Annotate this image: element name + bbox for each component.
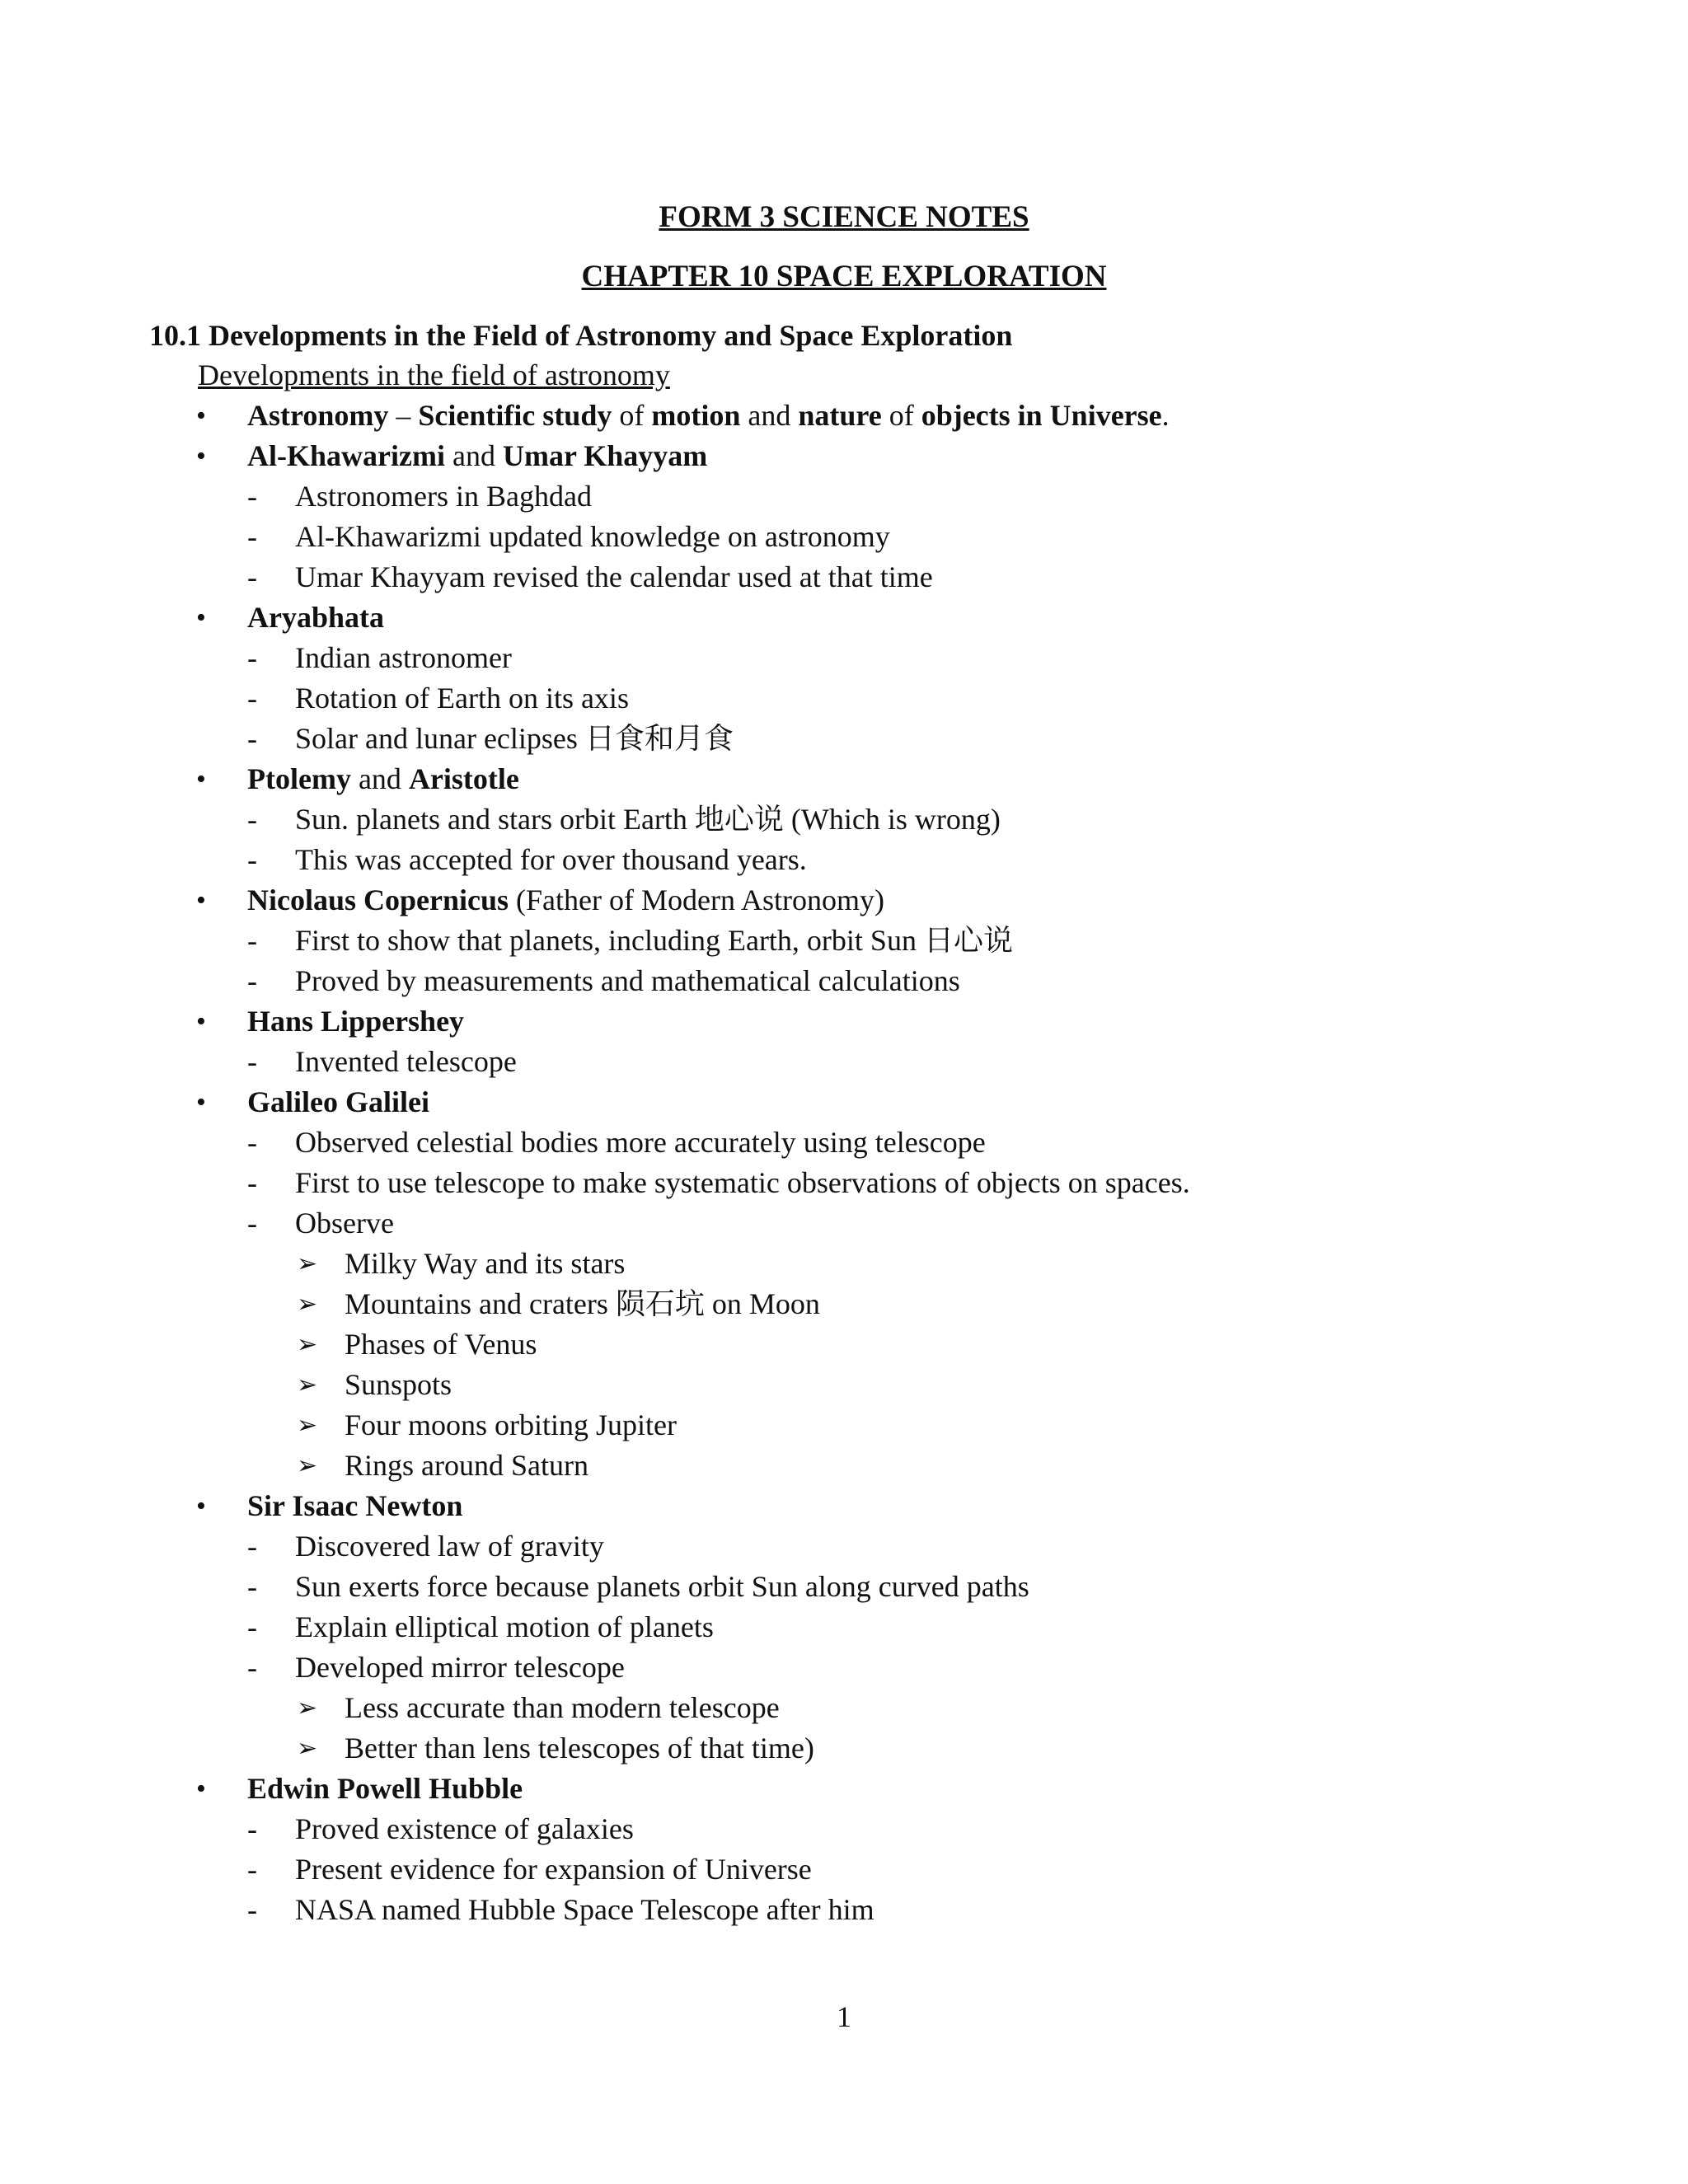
detail-item <box>0 1203 1688 1486</box>
topic-item <box>0 880 1688 1001</box>
detail-line <box>0 1163 1688 1203</box>
detail-list <box>0 1042 1688 1082</box>
topic-item <box>0 396 1688 436</box>
detail-item <box>0 840 1688 880</box>
point-text: Better than lens telescopes of that time) <box>345 1732 814 1765</box>
detail-text: Invented telescope <box>295 1045 517 1078</box>
arrow-marker-icon: ➢ <box>297 1694 318 1722</box>
topic-item <box>0 1001 1688 1082</box>
arrow-marker-icon: ➢ <box>297 1249 318 1278</box>
detail-item <box>0 1122 1688 1163</box>
detail-line <box>0 719 1688 759</box>
topic-heading <box>0 880 1688 921</box>
topic-heading <box>0 436 1688 476</box>
detail-text: Al-Khawarizmi updated knowledge on astronomy <box>295 520 890 553</box>
detail-line <box>0 1203 1688 1244</box>
topic-keyword: Umar Khayyam <box>502 439 708 472</box>
dash-marker: - <box>247 560 257 593</box>
detail-text: Proved by measurements and mathematical calculations <box>295 964 960 997</box>
detail-line <box>0 1607 1688 1647</box>
chapter-title: CHAPTER 10 SPACE EXPLORATION <box>581 260 1107 293</box>
detail-list <box>0 476 1688 598</box>
dash-marker: - <box>247 641 257 674</box>
dash-marker: - <box>247 1610 257 1643</box>
detail-line <box>0 1122 1688 1163</box>
topic-keyword: Al-Khawarizmi <box>247 439 445 472</box>
topic-heading <box>0 396 1688 436</box>
topic-text: of <box>612 399 652 432</box>
detail-list <box>0 799 1688 880</box>
dash-marker: - <box>247 480 257 513</box>
point-item <box>0 1728 1688 1769</box>
dash-marker: - <box>247 1530 257 1563</box>
topic-heading <box>0 598 1688 638</box>
topic-item <box>0 436 1688 598</box>
topic-keyword: Sir Isaac Newton <box>247 1489 463 1522</box>
detail-item <box>0 1809 1688 1849</box>
dash-marker: - <box>247 1812 257 1845</box>
topic-text: – <box>388 399 419 432</box>
detail-item <box>0 638 1688 678</box>
topic-text: . <box>1161 399 1170 432</box>
dash-marker: - <box>247 1045 257 1078</box>
topic-keyword: Galileo Galilei <box>247 1085 429 1118</box>
topic-heading <box>0 759 1688 799</box>
point-item <box>0 1405 1688 1446</box>
topic-item <box>0 1769 1688 1930</box>
detail-text: Developed mirror telescope <box>295 1651 625 1684</box>
topic-text: (Father of Modern Astronomy) <box>509 883 884 916</box>
detail-line <box>0 557 1688 598</box>
detail-line <box>0 1567 1688 1607</box>
bullet-marker: • <box>196 602 206 633</box>
point-item <box>0 1324 1688 1365</box>
topic-keyword: motion <box>651 399 741 432</box>
bullet-marker: • <box>196 1087 206 1118</box>
point-item <box>0 1365 1688 1405</box>
detail-item <box>0 1526 1688 1567</box>
dash-marker: - <box>247 722 257 755</box>
arrow-marker-icon: ➢ <box>297 1734 318 1763</box>
detail-item <box>0 1607 1688 1647</box>
topic-keyword: Nicolaus Copernicus <box>247 883 509 916</box>
page-number: 1 <box>837 2000 851 2033</box>
detail-text: Sun. planets and stars orbit Earth 地心说 (Which is wrong) <box>295 803 1001 836</box>
point-list <box>0 1688 1688 1769</box>
topic-keyword: Edwin Powell Hubble <box>247 1772 523 1805</box>
detail-line <box>0 678 1688 719</box>
detail-line <box>0 921 1688 961</box>
detail-item <box>0 1567 1688 1607</box>
point-list <box>0 1244 1688 1486</box>
detail-item <box>0 557 1688 598</box>
detail-text: Astronomers in Baghdad <box>295 480 592 513</box>
point-text: Rings around Saturn <box>345 1449 588 1482</box>
detail-item <box>0 1890 1688 1930</box>
detail-line <box>0 1849 1688 1890</box>
detail-text: First to show that planets, including Earth, orbit Sun 日心说 <box>295 924 1013 957</box>
dash-marker: - <box>247 1166 257 1199</box>
point-text: Four moons orbiting Jupiter <box>345 1408 677 1441</box>
point-item <box>0 1284 1688 1324</box>
arrow-marker-icon: ➢ <box>297 1411 318 1440</box>
topic-keyword: objects in Universe <box>921 399 1162 432</box>
detail-item <box>0 961 1688 1001</box>
document-title: FORM 3 SCIENCE NOTES <box>659 200 1029 234</box>
dash-marker: - <box>247 843 257 876</box>
detail-line <box>0 517 1688 557</box>
topic-keyword: nature <box>798 399 882 432</box>
point-text: Phases of Venus <box>345 1328 537 1361</box>
detail-line <box>0 1647 1688 1688</box>
detail-text: NASA named Hubble Space Telescope after him <box>295 1893 874 1926</box>
point-item <box>0 1688 1688 1728</box>
topic-item <box>0 1486 1688 1769</box>
topic-item <box>0 1082 1688 1486</box>
point-item <box>0 1244 1688 1284</box>
point-item <box>0 1446 1688 1486</box>
topic-keyword: Ptolemy <box>247 762 351 795</box>
detail-text: Discovered law of gravity <box>295 1530 604 1563</box>
dash-marker: - <box>247 924 257 957</box>
detail-text: Proved existence of galaxies <box>295 1812 634 1845</box>
detail-list <box>0 638 1688 759</box>
bullet-marker: • <box>196 1774 206 1804</box>
detail-list <box>0 1809 1688 1930</box>
topic-item <box>0 759 1688 880</box>
detail-item <box>0 719 1688 759</box>
dash-marker: - <box>247 803 257 836</box>
notes-outline <box>0 396 1688 1930</box>
detail-line <box>0 840 1688 880</box>
detail-item <box>0 517 1688 557</box>
detail-list <box>0 1526 1688 1769</box>
detail-line <box>0 1890 1688 1930</box>
bullet-marker: • <box>196 1491 206 1521</box>
topic-heading <box>0 1001 1688 1042</box>
detail-text: This was accepted for over thousand years. <box>295 843 807 876</box>
point-text: Milky Way and its stars <box>345 1247 626 1280</box>
detail-text: Rotation of Earth on its axis <box>295 682 629 715</box>
dash-marker: - <box>247 1853 257 1886</box>
dash-marker: - <box>247 1893 257 1926</box>
dash-marker: - <box>247 1651 257 1684</box>
arrow-marker-icon: ➢ <box>297 1371 318 1399</box>
detail-text: Observe <box>295 1207 394 1240</box>
detail-item <box>0 476 1688 517</box>
detail-list <box>0 921 1688 1001</box>
arrow-marker-icon: ➢ <box>297 1290 318 1319</box>
point-text: Mountains and craters 陨石坑 on Moon <box>345 1287 820 1320</box>
point-text: Sunspots <box>345 1368 452 1401</box>
detail-text: Indian astronomer <box>295 641 512 674</box>
detail-line <box>0 961 1688 1001</box>
bullet-marker: • <box>196 1006 206 1037</box>
bullet-marker: • <box>196 885 206 916</box>
detail-item <box>0 1042 1688 1082</box>
arrow-marker-icon: ➢ <box>297 1451 318 1480</box>
detail-text: Solar and lunar eclipses 日食和月食 <box>295 722 734 755</box>
detail-item <box>0 921 1688 961</box>
dash-marker: - <box>247 1570 257 1603</box>
arrow-marker-icon: ➢ <box>297 1330 318 1359</box>
topic-keyword: Astronomy <box>247 399 389 432</box>
detail-item <box>0 1163 1688 1203</box>
dash-marker: - <box>247 1126 257 1159</box>
detail-text: Present evidence for expansion of Universe <box>295 1853 812 1886</box>
detail-item <box>0 1849 1688 1890</box>
detail-line <box>0 799 1688 840</box>
bullet-marker: • <box>196 764 206 794</box>
detail-line <box>0 1809 1688 1849</box>
detail-item <box>0 1647 1688 1769</box>
detail-text: Umar Khayyam revised the calendar used at that time <box>295 560 933 593</box>
topic-heading <box>0 1486 1688 1526</box>
detail-text: Sun exerts force because planets orbit Sun along curved paths <box>295 1570 1029 1603</box>
detail-item <box>0 799 1688 840</box>
topic-heading <box>0 1082 1688 1122</box>
bullet-marker: • <box>196 401 206 431</box>
topic-text: and <box>740 399 799 432</box>
detail-text: First to use telescope to make systematic observations of objects on spaces. <box>295 1166 1190 1199</box>
bullet-marker: • <box>196 441 206 471</box>
detail-item <box>0 678 1688 719</box>
detail-text: Explain elliptical motion of planets <box>295 1610 714 1643</box>
point-text: Less accurate than modern telescope <box>345 1691 780 1724</box>
detail-text: Observed celestial bodies more accurately using telescope <box>295 1126 986 1159</box>
detail-line <box>0 1526 1688 1567</box>
detail-line <box>0 1042 1688 1082</box>
dash-marker: - <box>247 964 257 997</box>
topic-keyword: Aristotle <box>408 762 519 795</box>
dash-marker: - <box>247 682 257 715</box>
topic-item <box>0 598 1688 759</box>
topic-text: and <box>444 439 503 472</box>
topic-text: of <box>881 399 921 432</box>
subsection-heading: Developments in the field of astronomy <box>198 359 670 391</box>
topic-text: and <box>350 762 409 795</box>
topic-keyword: Hans Lippershey <box>247 1005 465 1038</box>
detail-line <box>0 476 1688 517</box>
section-heading: 10.1 Developments in the Field of Astronomy and Space Exploration <box>149 319 1013 352</box>
dash-marker: - <box>247 520 257 553</box>
detail-line <box>0 638 1688 678</box>
topic-heading <box>0 1769 1688 1809</box>
dash-marker: - <box>247 1207 257 1240</box>
topic-keyword: Scientific study <box>418 399 612 432</box>
topic-keyword: Aryabhata <box>247 601 385 634</box>
detail-list <box>0 1122 1688 1486</box>
